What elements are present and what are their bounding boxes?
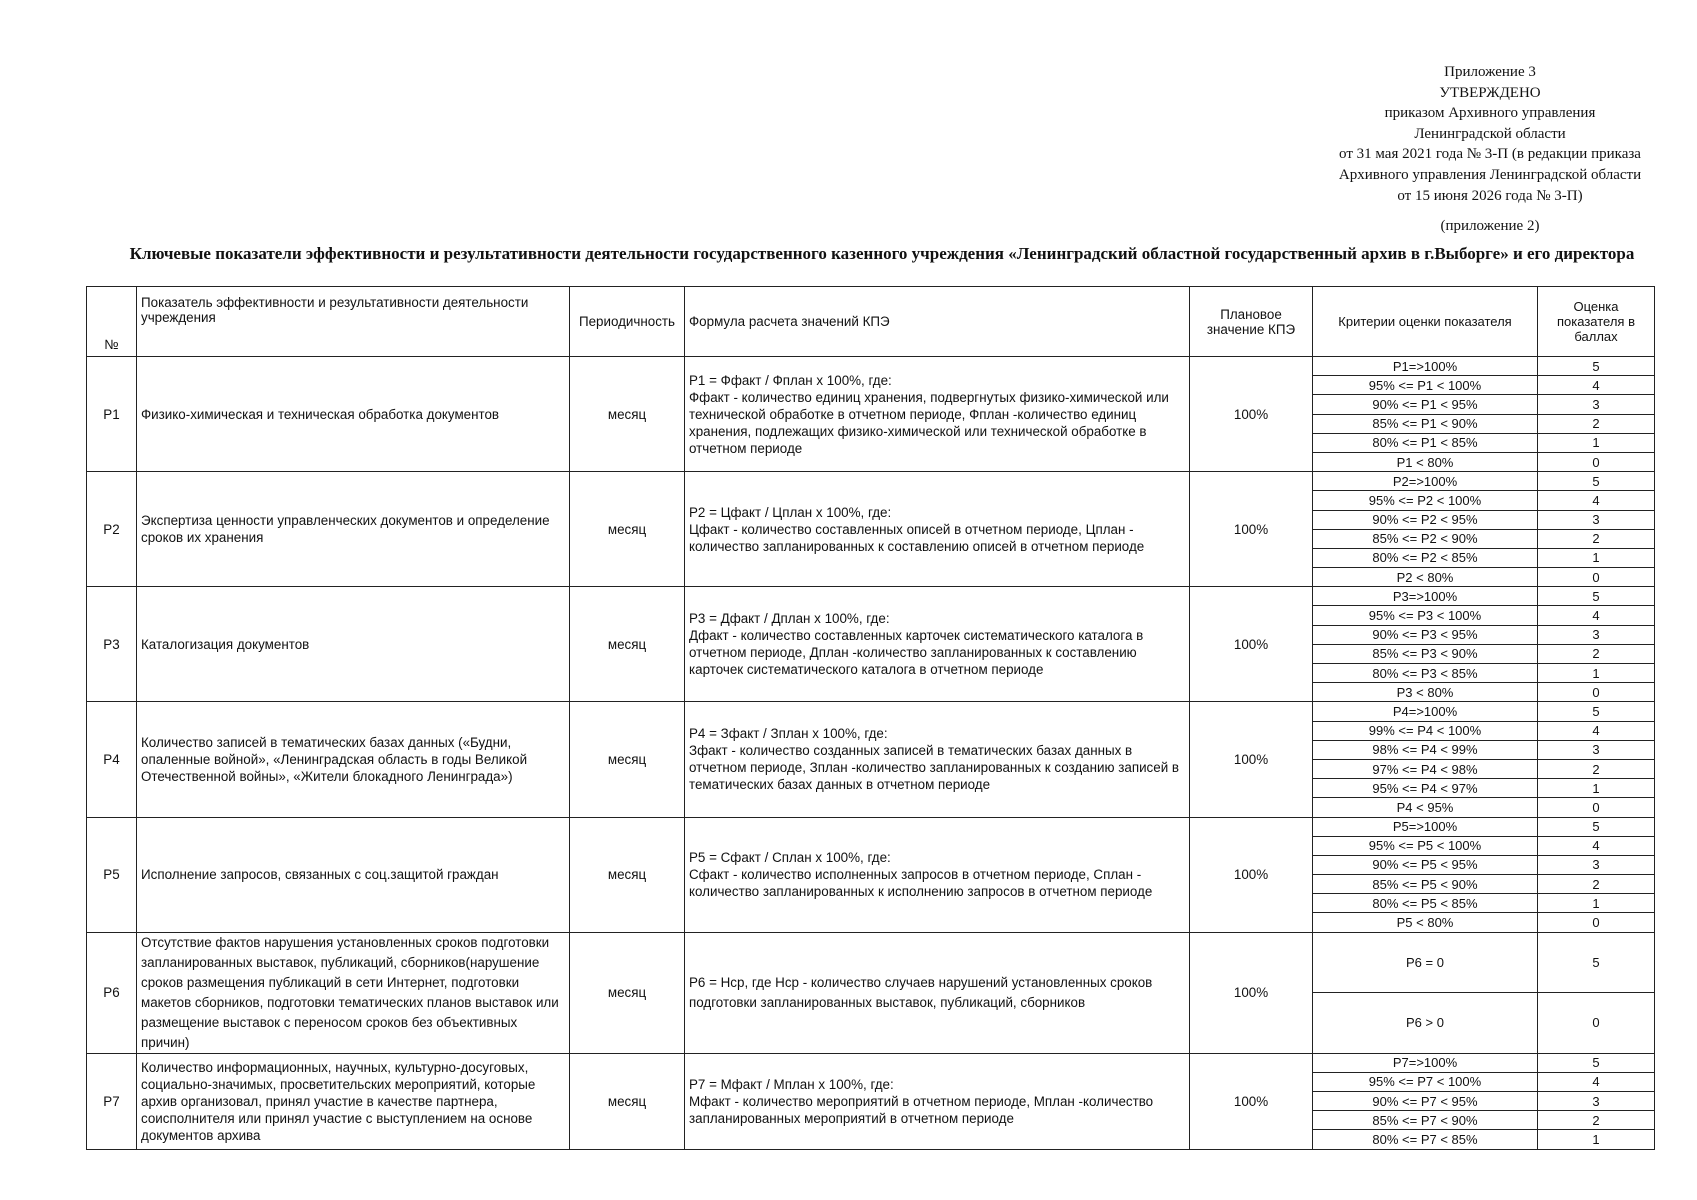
criterion: 90% <= Р7 < 95% bbox=[1313, 1092, 1538, 1111]
criterion: 85% <= Р7 < 90% bbox=[1313, 1111, 1538, 1130]
table-row bbox=[87, 817, 1655, 836]
formula-title: Р6 = Нср, где Нср - количество случаев нарушений установленных сроков подготовки запланированных выставок, публикаций, сборников bbox=[689, 974, 1153, 1010]
criterion: Р6 > 0 bbox=[1313, 993, 1538, 1054]
score: 4 bbox=[1538, 491, 1655, 510]
criterion: 95% <= Р3 < 100% bbox=[1313, 606, 1538, 625]
formula-description: Дфакт - количество составленных карточек систематического каталога в отчетном периоде, Дплан -количество запланированных к составлению карточек систематического каталога в отчетном периоде bbox=[689, 628, 1144, 678]
score: 2 bbox=[1538, 644, 1655, 663]
indicator-number: Р4 bbox=[87, 702, 137, 817]
score: 1 bbox=[1538, 548, 1655, 567]
table-row bbox=[87, 702, 1655, 721]
score: 4 bbox=[1538, 376, 1655, 395]
kpi-table bbox=[86, 286, 1655, 1150]
criterion: 90% <= Р2 < 95% bbox=[1313, 510, 1538, 529]
score: 1 bbox=[1538, 664, 1655, 683]
plan-value: 100% bbox=[1190, 702, 1313, 817]
score: 4 bbox=[1538, 1072, 1655, 1091]
header-period: Периодичность bbox=[570, 287, 685, 357]
criterion: Р2=>100% bbox=[1313, 472, 1538, 491]
criterion: 95% <= Р5 < 100% bbox=[1313, 836, 1538, 855]
formula-description: Цфакт - количество составленных описей в отчетном периоде, Цплан - количество запланированных к составлению описей в отчетном периоде bbox=[689, 521, 1145, 554]
formula-title: Р3 = Дфакт / Дплан х 100%, где: bbox=[689, 611, 890, 627]
score: 1 bbox=[1538, 1130, 1655, 1149]
score: 4 bbox=[1538, 836, 1655, 855]
score: 0 bbox=[1538, 683, 1655, 702]
formula-cell bbox=[685, 1053, 1190, 1149]
score: 5 bbox=[1538, 932, 1655, 993]
table-row bbox=[87, 472, 1655, 491]
score: 5 bbox=[1538, 702, 1655, 721]
plan-value: 100% bbox=[1190, 932, 1313, 1053]
criterion: 95% <= Р4 < 97% bbox=[1313, 779, 1538, 798]
criterion: 80% <= Р1 < 85% bbox=[1313, 433, 1538, 452]
criterion: 80% <= Р3 < 85% bbox=[1313, 664, 1538, 683]
score: 2 bbox=[1538, 759, 1655, 778]
criterion: Р6 = 0 bbox=[1313, 932, 1538, 993]
indicator-name: Количество информационных, научных, культурно-досуговых, социально-значимых, просветительских мероприятий, которые архив организовал, принял участие в качестве партнера, соисполнителя или принял участие с выступлением на основе документов архива bbox=[137, 1053, 570, 1149]
criterion: Р4 < 95% bbox=[1313, 798, 1538, 817]
indicator-number: Р5 bbox=[87, 817, 137, 932]
score: 5 bbox=[1538, 472, 1655, 491]
kpi-table-body bbox=[87, 287, 1655, 1150]
indicator-name: Отсутствие фактов нарушения установленных сроков подготовки запланированных выставок, публикаций, сборников(нарушение сроков размещения публикаций в сети Интернет, подготовки макетов сборников, подготовки тематических планов выставок или размещение выставок с переносом сроков без объективных причин) bbox=[137, 932, 570, 1053]
criterion: Р5=>100% bbox=[1313, 817, 1538, 836]
periodicity: месяц bbox=[570, 587, 685, 702]
score: 3 bbox=[1538, 855, 1655, 874]
score: 2 bbox=[1538, 414, 1655, 433]
criterion: Р4=>100% bbox=[1313, 702, 1538, 721]
score: 2 bbox=[1538, 529, 1655, 548]
formula-description: Зфакт - количество созданных записей в тематических базах данных в отчетном периоде, Зплан -количество запланированных к созданию записей в тематических базах данных в отчетном периоде bbox=[689, 743, 1180, 793]
header-indicator: Показатель эффективности и результативности деятельности учреждения bbox=[137, 287, 570, 357]
indicator-number: Р6 bbox=[87, 932, 137, 1053]
score: 2 bbox=[1538, 875, 1655, 894]
criterion: 90% <= Р3 < 95% bbox=[1313, 625, 1538, 644]
criterion: Р2 < 80% bbox=[1313, 568, 1538, 587]
header-criteria: Критерии оценки показателя bbox=[1313, 287, 1538, 357]
indicator-number: Р1 bbox=[87, 357, 137, 472]
score: 3 bbox=[1538, 395, 1655, 414]
criterion: 85% <= Р5 < 90% bbox=[1313, 875, 1538, 894]
approval-line: приказом Архивного управления bbox=[1384, 105, 1596, 122]
approval-line: от 15 июня 2026 года № 3-П) bbox=[1397, 187, 1583, 204]
table-header-row bbox=[87, 287, 1655, 357]
indicator-name: Исполнение запросов, связанных с соц.защитой граждан bbox=[137, 817, 570, 932]
table-row bbox=[87, 357, 1655, 376]
formula-cell bbox=[685, 357, 1190, 472]
formula-title: Р4 = Зфакт / Зплан х 100%, где: bbox=[689, 726, 888, 742]
criterion: 85% <= Р2 < 90% bbox=[1313, 529, 1538, 548]
score: 4 bbox=[1538, 606, 1655, 625]
criterion: 85% <= Р3 < 90% bbox=[1313, 644, 1538, 663]
plan-value: 100% bbox=[1190, 1053, 1313, 1149]
criterion: Р1=>100% bbox=[1313, 357, 1538, 376]
approval-stamp bbox=[1290, 62, 1690, 206]
table-row bbox=[87, 1053, 1655, 1072]
formula-cell bbox=[685, 587, 1190, 702]
score: 2 bbox=[1538, 1111, 1655, 1130]
plan-value: 100% bbox=[1190, 472, 1313, 587]
score: 0 bbox=[1538, 913, 1655, 932]
criterion: 99% <= Р4 < 100% bbox=[1313, 721, 1538, 740]
score: 3 bbox=[1538, 625, 1655, 644]
periodicity: месяц bbox=[570, 817, 685, 932]
criterion: Р7=>100% bbox=[1313, 1053, 1538, 1072]
approval-note: (приложение 2) bbox=[1440, 218, 1540, 234]
score: 4 bbox=[1538, 721, 1655, 740]
criterion: Р5 < 80% bbox=[1313, 913, 1538, 932]
approval-line: Приложение 3 bbox=[1444, 64, 1536, 80]
formula-cell bbox=[685, 817, 1190, 932]
header-num: № bbox=[87, 287, 137, 357]
approval-line: от 31 мая 2021 года № 3-П (в редакции приказа bbox=[1339, 146, 1641, 163]
formula-title: Р1 = Ффакт / Фплан х 100%, где: bbox=[689, 372, 892, 388]
plan-value: 100% bbox=[1190, 587, 1313, 702]
score: 5 bbox=[1538, 817, 1655, 836]
formula-cell bbox=[685, 702, 1190, 817]
document-title: Ключевые показатели эффективности и результативности деятельности государственного казенного учреждения «Ленинградский областной государственный архив в г.Выборге» и его директора bbox=[129, 244, 1635, 263]
criterion: 97% <= Р4 < 98% bbox=[1313, 759, 1538, 778]
formula-title: Р7 = Мфакт / Мплан х 100%, где: bbox=[689, 1076, 894, 1092]
criterion: 98% <= Р4 < 99% bbox=[1313, 740, 1538, 759]
table-row bbox=[87, 587, 1655, 606]
plan-value: 100% bbox=[1190, 817, 1313, 932]
approval-line: Ленинградской области bbox=[1414, 125, 1566, 142]
approval-line: УТВЕРЖДЕНО bbox=[1439, 84, 1541, 101]
criterion: 80% <= Р7 < 85% bbox=[1313, 1130, 1538, 1149]
score: 3 bbox=[1538, 740, 1655, 759]
criterion: 80% <= Р5 < 85% bbox=[1313, 894, 1538, 913]
criterion: 95% <= Р2 < 100% bbox=[1313, 491, 1538, 510]
header-formula: Формула расчета значений КПЭ bbox=[685, 287, 1190, 357]
score: 0 bbox=[1538, 798, 1655, 817]
periodicity: месяц bbox=[570, 1053, 685, 1149]
criterion: 85% <= Р1 < 90% bbox=[1313, 414, 1538, 433]
formula-description: Мфакт - количество мероприятий в отчетном периоде, Мплан -количество запланированных мероприятий в отчетном периоде bbox=[689, 1093, 1154, 1126]
score: 5 bbox=[1538, 357, 1655, 376]
score: 5 bbox=[1538, 1053, 1655, 1072]
indicator-number: Р7 bbox=[87, 1053, 137, 1149]
criterion: Р1 < 80% bbox=[1313, 452, 1538, 471]
criterion: 95% <= Р7 < 100% bbox=[1313, 1072, 1538, 1091]
score: 3 bbox=[1538, 510, 1655, 529]
indicator-name: Физико-химическая и техническая обработка документов bbox=[137, 357, 570, 472]
approval-line: Архивного управления Ленинградской области bbox=[1338, 166, 1642, 183]
criterion: 95% <= Р1 < 100% bbox=[1313, 376, 1538, 395]
indicator-name: Каталогизация документов bbox=[137, 587, 570, 702]
formula-title: Р5 = Сфакт / Сплан х 100%, где: bbox=[689, 850, 891, 866]
score: 1 bbox=[1538, 779, 1655, 798]
score: 0 bbox=[1538, 452, 1655, 471]
score: 5 bbox=[1538, 587, 1655, 606]
header-plan: Плановое значение КПЭ bbox=[1190, 287, 1313, 357]
periodicity: месяц bbox=[570, 472, 685, 587]
periodicity: месяц bbox=[570, 702, 685, 817]
score: 0 bbox=[1538, 568, 1655, 587]
criterion: 90% <= Р1 < 95% bbox=[1313, 395, 1538, 414]
score: 1 bbox=[1538, 433, 1655, 452]
formula-cell bbox=[685, 472, 1190, 587]
score: 1 bbox=[1538, 894, 1655, 913]
indicator-number: Р2 bbox=[87, 472, 137, 587]
formula-description: Ффакт - количество единиц хранения, подвергнутых физико-химической или технической обработке в отчетном периоде, Фплан -количество единиц хранения, подлежащих физико-химической или технической обработке в отчетном периоде bbox=[689, 389, 1169, 456]
indicator-name: Экспертиза ценности управленческих документов и определение сроков их хранения bbox=[137, 472, 570, 587]
header-score: Оценка показателя в баллах bbox=[1538, 287, 1655, 357]
periodicity: месяц bbox=[570, 357, 685, 472]
formula-cell bbox=[685, 932, 1190, 1053]
score: 3 bbox=[1538, 1092, 1655, 1111]
criterion: Р3 < 80% bbox=[1313, 683, 1538, 702]
criterion: 90% <= Р5 < 95% bbox=[1313, 855, 1538, 874]
indicator-number: Р3 bbox=[87, 587, 137, 702]
criterion: 80% <= Р2 < 85% bbox=[1313, 548, 1538, 567]
formula-description: Сфакт - количество исполненных запросов в отчетном периоде, Сплан - количество запланированных к исполнению запросов в отчетном периоде bbox=[689, 867, 1153, 900]
formula-title: Р2 = Цфакт / Цплан х 100%, где: bbox=[689, 504, 892, 520]
table-row bbox=[87, 932, 1655, 993]
plan-value: 100% bbox=[1190, 357, 1313, 472]
criterion: Р3=>100% bbox=[1313, 587, 1538, 606]
indicator-name: Количество записей в тематических базах данных («Будни, опаленные войной», «Ленинградская область в годы Великой Отечественной войны», «Жители блокадного Ленинграда») bbox=[137, 702, 570, 817]
score: 0 bbox=[1538, 993, 1655, 1054]
periodicity: месяц bbox=[570, 932, 685, 1053]
